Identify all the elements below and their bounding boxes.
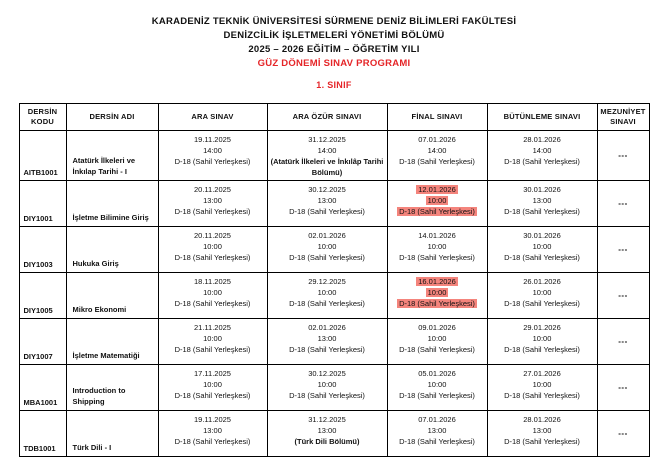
exam-time-line <box>270 287 385 298</box>
exam-time: 10:00 <box>317 242 337 251</box>
exam-time: 10:00 <box>427 288 447 297</box>
exam-date: 28.01.2026 <box>523 135 561 144</box>
exam-location-line <box>161 436 265 447</box>
exam-time-line <box>161 145 265 156</box>
graduation-exam-cell: --- <box>597 273 649 319</box>
exam-time: 14:00 <box>317 146 337 155</box>
exam-time: 13:00 <box>532 196 552 205</box>
exam-date: 29.12.2025 <box>308 277 346 286</box>
program-title: GÜZ DÖNEMİ SINAV PROGRAMI <box>257 58 411 69</box>
exam-date: 18.11.2025 <box>194 277 231 286</box>
table-row <box>19 227 649 273</box>
exam-time: 10:00 <box>427 380 447 389</box>
exam-date: 17.11.2025 <box>194 369 231 378</box>
exam-time: 10:00 <box>427 242 447 251</box>
exam-cell-final <box>387 365 487 411</box>
exam-location-line <box>390 206 485 217</box>
exam-time: 10:00 <box>427 334 447 343</box>
exam-time-line <box>390 241 485 252</box>
exam-date: 30.12.2025 <box>308 185 346 194</box>
exam-date: 31.12.2025 <box>308 135 346 144</box>
exam-time: 14:00 <box>203 146 222 155</box>
exam-date-line <box>161 276 265 287</box>
exam-time: 13:00 <box>317 426 337 435</box>
exam-date: 20.11.2025 <box>194 185 231 194</box>
document-header <box>0 15 668 90</box>
column-header-resit: BÜTÜNLEME SINAVI <box>487 104 597 131</box>
exam-location: D-18 (Sahil Yerleşkesi) <box>174 157 251 166</box>
exam-location-line <box>270 436 385 447</box>
exam-location: D-18 (Sahil Yerleşkesi) <box>504 299 580 308</box>
course-code: TDB1001 <box>19 411 66 457</box>
exam-location: D-18 (Sahil Yerleşkesi) <box>399 253 475 262</box>
exam-time-line <box>490 287 595 298</box>
exam-cell-final <box>387 181 487 227</box>
exam-location: D-18 (Sahil Yerleşkesi) <box>174 391 251 400</box>
exam-time: 10:00 <box>532 242 552 251</box>
exam-date-line <box>390 230 485 241</box>
table-header-row <box>19 104 649 131</box>
exam-location: (Atatürk İlkeleri ve İnkılâp Tarihi Bölümü) <box>270 157 384 177</box>
exam-cell-ara <box>158 411 267 457</box>
exam-location: (Türk Dili Bölümü) <box>294 437 360 446</box>
exam-location: D-18 (Sahil Yerleşkesi) <box>399 157 475 166</box>
exam-location: D-18 (Sahil Yerleşkesi) <box>289 345 365 354</box>
exam-date-line <box>270 414 385 425</box>
exam-time-line <box>490 145 595 156</box>
graduation-exam-cell: --- <box>597 131 649 181</box>
exam-date: 28.01.2026 <box>523 415 561 424</box>
exam-schedule-table <box>19 103 650 457</box>
exam-location-line <box>490 252 595 263</box>
exam-location: D-18 (Sahil Yerleşkesi) <box>399 299 475 308</box>
exam-time: 10:00 <box>203 334 222 343</box>
exam-date-line <box>490 276 595 287</box>
exam-date-line <box>270 184 385 195</box>
table-row <box>19 273 649 319</box>
graduation-exam-cell: --- <box>597 365 649 411</box>
column-header-course-code: DERSİN KODU <box>19 104 66 131</box>
exam-time-line <box>390 379 485 390</box>
exam-time: 14:00 <box>427 146 447 155</box>
exam-location: D-18 (Sahil Yerleşkesi) <box>504 345 580 354</box>
exam-location-line <box>161 390 265 401</box>
exam-cell-ara-ozur <box>267 181 387 227</box>
exam-date-line <box>490 134 595 145</box>
course-code: MBA1001 <box>19 365 66 411</box>
exam-location-line <box>270 156 385 178</box>
exam-cell-ara <box>158 131 267 181</box>
exam-cell-ara-ozur <box>267 411 387 457</box>
column-header-graduation: MEZUNİYET SINAVI <box>597 104 649 131</box>
exam-date: 31.12.2025 <box>308 415 346 424</box>
exam-location-line <box>490 390 595 401</box>
exam-time: 10:00 <box>532 380 552 389</box>
exam-location: D-18 (Sahil Yerleşkesi) <box>174 437 251 446</box>
exam-location: D-18 (Sahil Yerleşkesi) <box>174 299 251 308</box>
exam-cell-butunleme <box>487 411 597 457</box>
exam-date: 07.01.2026 <box>418 415 456 424</box>
course-name: İşletme Bilimine Giriş <box>66 181 158 227</box>
exam-date-line <box>161 134 265 145</box>
exam-location: D-18 (Sahil Yerleşkesi) <box>399 437 475 446</box>
graduation-exam-cell: --- <box>597 181 649 227</box>
exam-date-line <box>490 322 595 333</box>
exam-time: 13:00 <box>203 426 222 435</box>
exam-date-line <box>161 184 265 195</box>
exam-location: D-18 (Sahil Yerleşkesi) <box>504 157 580 166</box>
exam-cell-butunleme <box>487 227 597 273</box>
exam-location-line <box>390 298 485 309</box>
exam-location-line <box>161 206 265 217</box>
course-code: DIY1007 <box>19 319 66 365</box>
course-code: AITB1001 <box>19 131 66 181</box>
exam-date-line <box>490 414 595 425</box>
exam-cell-final <box>387 411 487 457</box>
course-name: Introduction to Shipping <box>66 365 158 411</box>
exam-time-line <box>161 333 265 344</box>
table-row <box>19 365 649 411</box>
exam-time: 13:00 <box>317 196 337 205</box>
exam-location-line <box>490 344 595 355</box>
column-header-final: FİNAL SINAVI <box>387 104 487 131</box>
exam-location: D-18 (Sahil Yerleşkesi) <box>174 345 251 354</box>
exam-time: 14:00 <box>532 146 552 155</box>
table-body <box>19 131 649 457</box>
exam-time-line <box>490 333 595 344</box>
exam-location-line <box>161 344 265 355</box>
exam-location: D-18 (Sahil Yerleşkesi) <box>504 391 580 400</box>
exam-location: D-18 (Sahil Yerleşkesi) <box>174 207 251 216</box>
table-row <box>19 411 649 457</box>
table-row <box>19 319 649 365</box>
exam-time-line <box>270 145 385 156</box>
course-code: DIY1001 <box>19 181 66 227</box>
exam-time-line <box>490 241 595 252</box>
exam-cell-final <box>387 131 487 181</box>
exam-date-line <box>270 322 385 333</box>
exam-location: D-18 (Sahil Yerleşkesi) <box>399 207 475 216</box>
exam-time-line <box>390 425 485 436</box>
exam-location: D-18 (Sahil Yerleşkesi) <box>289 299 365 308</box>
exam-location-line <box>490 436 595 447</box>
exam-date-line <box>270 368 385 379</box>
exam-date-line <box>161 322 265 333</box>
exam-cell-butunleme <box>487 365 597 411</box>
exam-date: 12.01.2026 <box>418 185 456 194</box>
exam-location-line <box>490 206 595 217</box>
exam-date: 19.11.2025 <box>194 415 231 424</box>
exam-date-line <box>490 368 595 379</box>
exam-date: 20.11.2025 <box>194 231 231 240</box>
exam-date: 30.12.2025 <box>308 369 346 378</box>
exam-cell-ara-ozur <box>267 227 387 273</box>
exam-cell-ara-ozur <box>267 365 387 411</box>
graduation-exam-cell: --- <box>597 411 649 457</box>
graduation-exam-cell: --- <box>597 227 649 273</box>
exam-location-line <box>490 156 595 167</box>
course-name: Atatürk İlkeleri ve İnkılap Tarihi - I <box>66 131 158 181</box>
exam-location-line <box>390 252 485 263</box>
column-header-midterm: ARA SINAV <box>158 104 267 131</box>
exam-time: 13:00 <box>532 426 552 435</box>
exam-time: 13:00 <box>203 196 222 205</box>
exam-location-line <box>490 298 595 309</box>
exam-location: D-18 (Sahil Yerleşkesi) <box>399 391 475 400</box>
exam-time-line <box>161 379 265 390</box>
exam-time-line <box>490 379 595 390</box>
exam-location: D-18 (Sahil Yerleşkesi) <box>504 253 580 262</box>
exam-cell-ara <box>158 181 267 227</box>
course-name: Hukuka Giriş <box>66 227 158 273</box>
exam-cell-final <box>387 319 487 365</box>
exam-date-line <box>270 134 385 145</box>
exam-date-line <box>161 230 265 241</box>
course-name: İşletme Matematiği <box>66 319 158 365</box>
exam-date: 07.01.2026 <box>418 135 456 144</box>
exam-location-line <box>390 390 485 401</box>
graduation-exam-cell: --- <box>597 319 649 365</box>
exam-cell-ara <box>158 227 267 273</box>
exam-location-line <box>270 206 385 217</box>
department-title: DENİZCİLİK İŞLETMELERİ YÖNETİMİ BÖLÜMÜ <box>223 30 445 41</box>
exam-date-line <box>390 322 485 333</box>
exam-time-line <box>390 195 485 206</box>
exam-location: D-18 (Sahil Yerleşkesi) <box>289 207 365 216</box>
exam-time: 13:00 <box>317 334 337 343</box>
exam-date-line <box>390 414 485 425</box>
exam-date: 14.01.2026 <box>418 231 456 240</box>
exam-time-line <box>490 195 595 206</box>
exam-date: 26.01.2026 <box>523 277 561 286</box>
exam-time-line <box>490 425 595 436</box>
exam-cell-final <box>387 227 487 273</box>
exam-date: 05.01.2026 <box>418 369 456 378</box>
exam-date: 02.01.2026 <box>308 231 346 240</box>
exam-cell-ara-ozur <box>267 131 387 181</box>
exam-date-line <box>270 276 385 287</box>
exam-cell-ara-ozur <box>267 319 387 365</box>
exam-time-line <box>390 333 485 344</box>
column-header-course-name: DERSİN ADI <box>66 104 158 131</box>
exam-time-line <box>270 241 385 252</box>
course-name: Mikro Ekonomi <box>66 273 158 319</box>
exam-date-line <box>390 368 485 379</box>
exam-cell-butunleme <box>487 131 597 181</box>
exam-date-line <box>490 184 595 195</box>
exam-cell-final <box>387 273 487 319</box>
exam-date: 21.11.2025 <box>194 323 231 332</box>
exam-cell-butunleme <box>487 319 597 365</box>
exam-time-line <box>390 145 485 156</box>
exam-cell-ara <box>158 273 267 319</box>
exam-date-line <box>270 230 385 241</box>
exam-location-line <box>270 344 385 355</box>
exam-time: 10:00 <box>203 380 222 389</box>
exam-time-line <box>270 195 385 206</box>
exam-date: 19.11.2025 <box>194 135 231 144</box>
exam-date-line <box>390 134 485 145</box>
exam-location: D-18 (Sahil Yerleşkesi) <box>174 253 251 262</box>
exam-cell-ara-ozur <box>267 273 387 319</box>
exam-date-line <box>390 184 485 195</box>
column-header-makeup: ARA ÖZÜR SINAVI <box>267 104 387 131</box>
exam-time-line <box>390 287 485 298</box>
exam-time-line <box>270 379 385 390</box>
exam-date: 02.01.2026 <box>308 323 346 332</box>
class-label: 1. SINIF <box>316 80 352 90</box>
exam-date: 16.01.2026 <box>418 277 456 286</box>
exam-time: 10:00 <box>203 242 222 251</box>
course-name: Türk Dili - I <box>66 411 158 457</box>
exam-time: 10:00 <box>427 196 447 205</box>
exam-cell-ara <box>158 319 267 365</box>
exam-location: D-18 (Sahil Yerleşkesi) <box>289 253 365 262</box>
exam-location: D-18 (Sahil Yerleşkesi) <box>289 391 365 400</box>
exam-date: 30.01.2026 <box>523 185 561 194</box>
exam-cell-ara <box>158 365 267 411</box>
exam-time-line <box>161 287 265 298</box>
exam-time-line <box>161 425 265 436</box>
table-row <box>19 181 649 227</box>
course-code: DIY1003 <box>19 227 66 273</box>
table-row <box>19 131 649 181</box>
exam-date: 30.01.2026 <box>523 231 561 240</box>
exam-time: 10:00 <box>317 288 337 297</box>
exam-location-line <box>270 252 385 263</box>
course-code: DIY1005 <box>19 273 66 319</box>
exam-date: 29.01.2026 <box>523 323 561 332</box>
exam-time: 10:00 <box>532 334 552 343</box>
exam-cell-butunleme <box>487 181 597 227</box>
exam-location: D-18 (Sahil Yerleşkesi) <box>399 345 475 354</box>
exam-location-line <box>390 436 485 447</box>
exam-time: 10:00 <box>203 288 222 297</box>
exam-date-line <box>490 230 595 241</box>
exam-time: 13:00 <box>427 426 447 435</box>
exam-time: 10:00 <box>532 288 552 297</box>
exam-location-line <box>390 344 485 355</box>
exam-location-line <box>270 390 385 401</box>
exam-time-line <box>270 333 385 344</box>
exam-location-line <box>161 252 265 263</box>
exam-date-line <box>161 368 265 379</box>
exam-location-line <box>390 156 485 167</box>
exam-cell-butunleme <box>487 273 597 319</box>
exam-location: D-18 (Sahil Yerleşkesi) <box>504 437 580 446</box>
exam-location-line <box>161 298 265 309</box>
exam-location-line <box>270 298 385 309</box>
exam-location-line <box>161 156 265 167</box>
exam-date: 09.01.2026 <box>418 323 456 332</box>
faculty-title: KARADENİZ TEKNİK ÜNİVERSİTESİ SÜRMENE DENİZ BİLİMLERİ FAKÜLTESİ <box>151 16 517 27</box>
exam-time: 10:00 <box>317 380 337 389</box>
exam-time-line <box>270 425 385 436</box>
exam-date: 27.01.2026 <box>523 369 561 378</box>
exam-time-line <box>161 195 265 206</box>
exam-date-line <box>161 414 265 425</box>
exam-time-line <box>161 241 265 252</box>
academic-year: 2025 – 2026 EĞİTİM – ÖĞRETİM YILI <box>248 44 420 55</box>
exam-location: D-18 (Sahil Yerleşkesi) <box>504 207 580 216</box>
exam-date-line <box>390 276 485 287</box>
